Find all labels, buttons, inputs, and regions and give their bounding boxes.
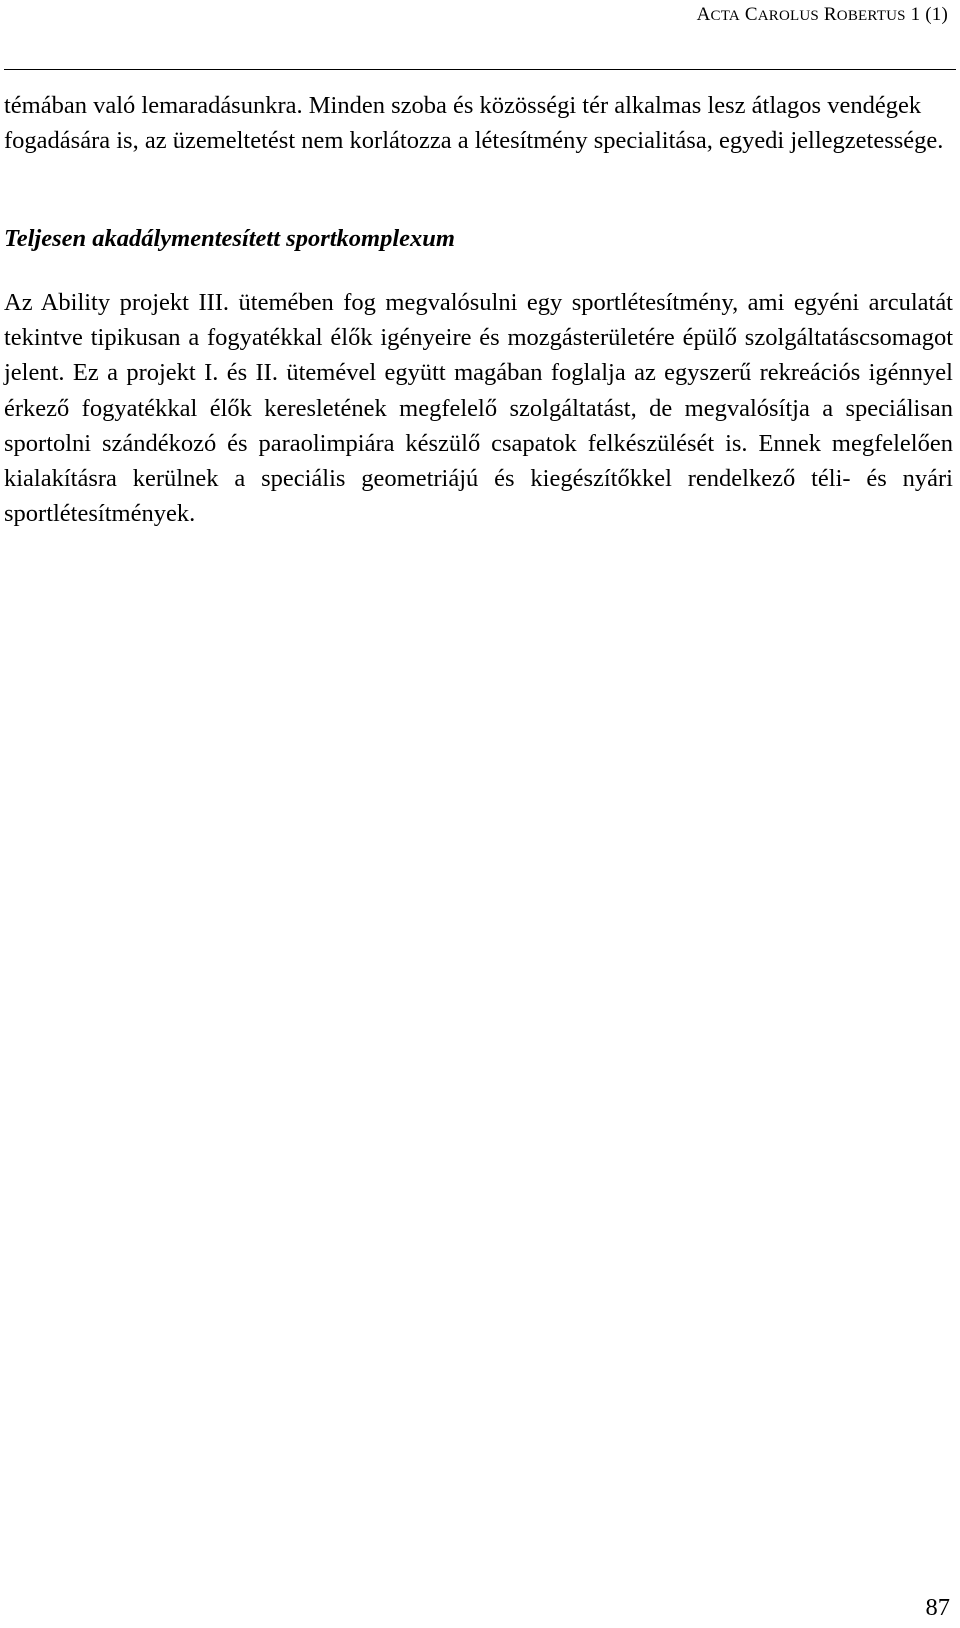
journal-title-letter: A: [696, 4, 711, 25]
intro-paragraph: témában való lemaradásunkra. Minden szoba és közösségi tér alkalmas lesz átlagos vendégek fogadására is, az üzemeltetést nem korlátozza a létesítmény specialitása, egyedi jellegzetessége.: [4, 92, 944, 155]
page-number: 87: [925, 1594, 950, 1621]
body-paragraph: Az Ability projekt III. ütemében fog megvalósulni egy sportlétesítmény, ami egyéni arculatát tekintve tipikusan a fogyatékkal élők igényeire és mozgásterületére épülő szolgáltatáscsomagot jelent. Ez a projekt I. és II. ütemével együtt magában foglalja az egyszerű rekreációs igénnyel érkező fogyatékkal élők keresletének megfelelő szolgáltatást, de megvalósítja a speciálisan sportolni szándékozó és paraolimpiára készülő csapatok felkészülését is. Ennek megfelelően kialakításra kerülnek a speciális geometriájú és kiegészítőkkel rendelkező téli- és nyári sportlétesítmények.: [4, 289, 953, 528]
journal-issue: 1 (1): [910, 4, 948, 25]
journal-title-part: CTA: [710, 8, 740, 24]
running-header: [697, 2, 948, 29]
section-heading: Teljesen akadálymentesített sportkomplexum: [4, 225, 455, 252]
journal-title-letter: C: [744, 4, 758, 25]
header-rule: [4, 69, 956, 70]
journal-title-part: AROLUS: [757, 8, 819, 24]
journal-title-part: OBERTUS: [836, 8, 906, 24]
journal-title-letter: R: [823, 4, 837, 25]
